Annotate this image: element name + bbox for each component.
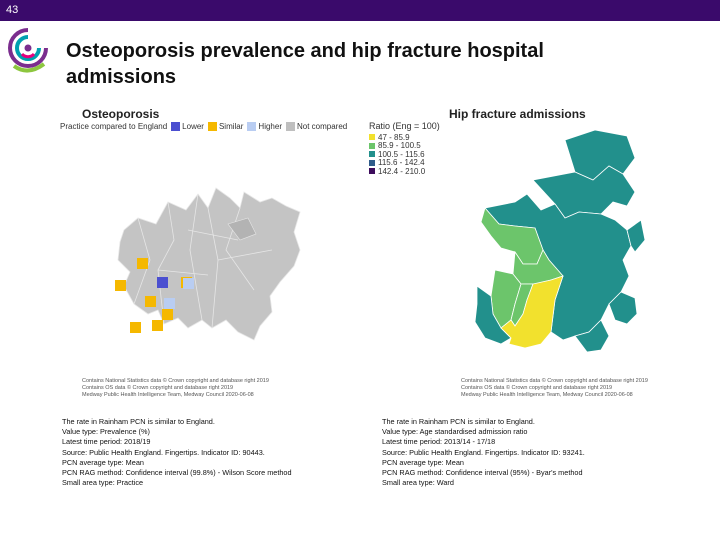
header-bar xyxy=(0,0,720,21)
page-title: Osteoporosis prevalence and hip fracture hospital admissions xyxy=(66,40,544,88)
legend-label: Not compared xyxy=(297,122,348,131)
legend-item xyxy=(369,159,440,168)
note-line: PCN average type: Mean xyxy=(62,457,144,467)
map-copyright xyxy=(461,378,648,399)
copyright-line: Contains OS data © Crown copyright and database right 2019 xyxy=(82,385,234,391)
legend-label: 100.5 - 115.6 xyxy=(378,149,425,159)
legend-item xyxy=(369,167,440,176)
legend-item xyxy=(369,142,440,151)
higher-swatch-icon xyxy=(247,122,256,131)
note-line: The rate in Rainham PCN is similar to England. xyxy=(382,417,535,426)
note-line: Value type: Prevalence (%) xyxy=(62,427,150,437)
ratio-swatch-icon xyxy=(369,160,375,166)
note-line: PCN RAG method: Confidence interval (99.8%) - Wilson Score method xyxy=(62,468,292,478)
ratio-swatch-icon xyxy=(369,143,375,149)
legend-title: Ratio (Eng = 100) xyxy=(369,121,440,131)
legend-item-similar xyxy=(208,122,243,131)
nhs-logo-icon xyxy=(4,24,52,80)
legend-label: Similar xyxy=(218,122,244,131)
copyright-line: Contains OS data © Crown copyright and database right 2019 xyxy=(461,385,613,391)
osteoporosis-map xyxy=(58,100,358,400)
copyright-line: Medway Public Health Intelligence Team, Medway Council 2020-06-08 xyxy=(461,392,633,398)
practice-marker xyxy=(152,320,163,331)
ratio-swatch-icon xyxy=(369,151,375,157)
note-line: Source: Public Health England. Fingertips. Indicator ID: 90443. xyxy=(62,447,265,457)
practice-marker xyxy=(137,258,148,269)
legend-label: 47 - 85.9 xyxy=(378,132,410,142)
practice-marker xyxy=(162,309,173,320)
practice-marker xyxy=(115,280,126,291)
osteoporosis-legend xyxy=(60,122,351,131)
legend-label: 115.6 - 142.4 xyxy=(378,158,425,168)
not-compared-swatch-icon xyxy=(286,122,295,131)
similar-swatch-icon xyxy=(208,122,217,131)
practice-marker xyxy=(183,278,194,289)
note-line: Latest time period: 2013/14 - 17/18 xyxy=(382,437,496,447)
lower-swatch-icon xyxy=(171,122,180,131)
copyright-line: Medway Public Health Intelligence Team, Medway Council 2020-06-08 xyxy=(82,392,254,398)
note-line: Value type: Age standardised admission ratio xyxy=(382,427,528,437)
ratio-swatch-icon xyxy=(369,168,375,174)
legend-item-not-compared xyxy=(286,122,347,131)
osteoporosis-map-title: Osteoporosis xyxy=(82,107,160,121)
note-line: Source: Public Health England. Fingertips. Indicator ID: 93241. xyxy=(382,447,585,457)
copyright-line: Contains National Statistics data © Crown copyright and database right 2019 xyxy=(82,378,269,384)
legend-label: 85.9 - 100.5 xyxy=(378,141,421,151)
note-line: Small area type: Ward xyxy=(382,478,454,488)
hip-fracture-legend xyxy=(369,121,440,176)
practice-marker xyxy=(145,296,156,307)
legend-item-lower xyxy=(171,122,204,131)
osteoporosis-map-panel xyxy=(58,100,358,400)
practice-marker xyxy=(157,277,168,288)
legend-label: Lower xyxy=(182,122,204,131)
legend-item xyxy=(369,150,440,159)
copyright-line: Contains National Statistics data © Crown copyright and database right 2019 xyxy=(461,378,648,384)
legend-label: Higher xyxy=(258,122,282,131)
legend-item-higher xyxy=(247,122,282,131)
hip-fracture-map-title: Hip fracture admissions xyxy=(449,107,586,121)
slide-number: 43 xyxy=(6,4,19,16)
note-line: Small area type: Practice xyxy=(62,478,144,488)
note-line: Latest time period: 2018/19 xyxy=(62,437,151,447)
legend-label: 142.4 - 210.0 xyxy=(378,166,426,176)
osteoporosis-notes xyxy=(62,417,362,488)
map-copyright xyxy=(82,378,269,399)
hip-fracture-notes xyxy=(382,417,682,488)
practice-marker xyxy=(164,298,175,309)
note-line: PCN RAG method: Confidence interval (95%) - Byar's method xyxy=(382,468,583,478)
note-line: PCN average type: Mean xyxy=(382,457,464,467)
legend-title: Practice compared to England xyxy=(60,122,168,131)
note-line: The rate in Rainham PCN is similar to England. xyxy=(62,417,215,426)
hip-fracture-map-panel xyxy=(365,100,665,400)
legend-item xyxy=(369,133,440,142)
ratio-swatch-icon xyxy=(369,134,375,140)
practice-marker xyxy=(130,322,141,333)
